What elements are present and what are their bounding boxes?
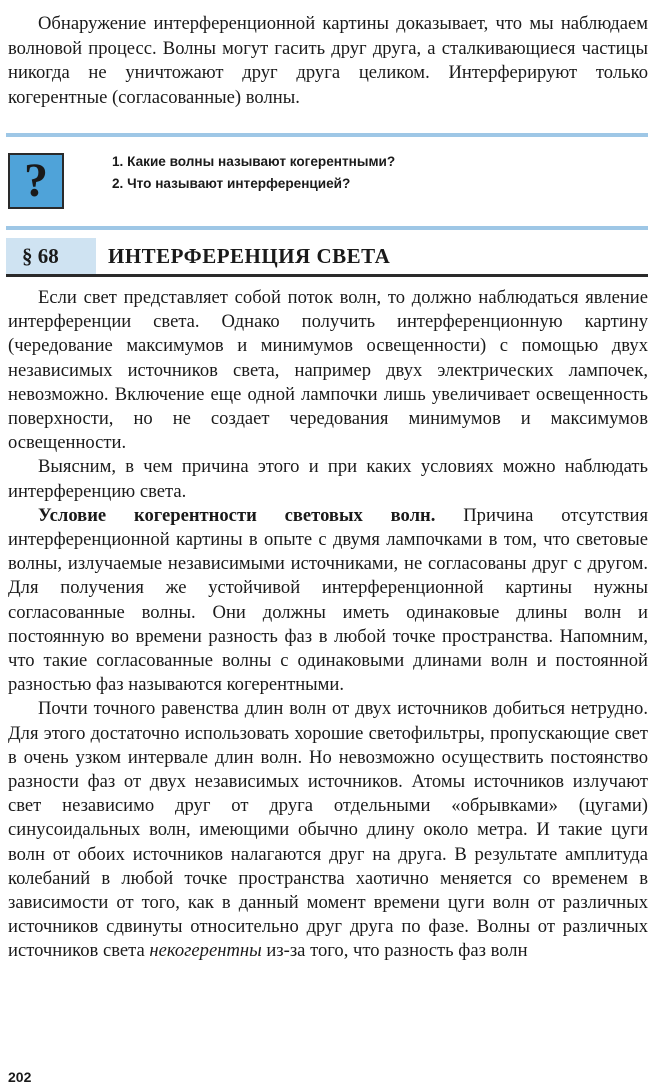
question-mark-icon: ? (8, 153, 64, 209)
coherence-condition-heading: Условие когерентности световых волн. (38, 504, 436, 526)
review-questions (112, 151, 632, 195)
body-paragraph-3 (8, 504, 648, 698)
paragraph-4-start: Почти точного равенства длин волн от двух источников добиться нетрудно. Для этого достаточно использовать хорошие светофильтры, пропускающие свет в очень узком интервале длин волн. Но невозможно осуществить постоянство разности фаз от двух независимых источников. Атомы источников излучают свет независимо друг от друга отдельными «обрывками» (цугами) синусоидальных волн, имеющими обычно длину около метра. И такие цуги волн от обоих источников налагаются друг на друга. В результате амплитуда колебаний в любой точке пространства хаотично меняется со временем в зависимости от того, как в данный момент времени цуги волн от различных источников сдвинуты относительно друг друга по фазе. Волны от различных источников света (8, 698, 648, 962)
section-title: ИНТЕРФЕРЕНЦИЯ СВЕТА (108, 244, 391, 268)
incoherent-term: некогерентны (149, 940, 262, 962)
question-item-1: 1. Какие волны называют когерентными? (112, 154, 396, 169)
divider-line-2 (6, 226, 648, 230)
paragraph-4-end: из-за того, что разность фаз волн (261, 940, 528, 962)
question-item-2: 2. Что называют интерференцией? (112, 176, 351, 191)
section-number: § 68 (22, 244, 59, 268)
divider-line (6, 133, 648, 137)
page-number: 202 (8, 1069, 32, 1085)
body-paragraph-2: Выясним, в чем причина этого и при каких условиях можно наблюдать интерференцию света. (8, 456, 648, 502)
intro-paragraph-block (8, 12, 648, 110)
body-paragraph-4 (8, 697, 648, 963)
intro-paragraph: Обнаружение интерференционной картины доказывает, что мы наблюдаем волновой процесс. Волны могут гасить друг друга, а сталкивающиеся частицы никогда не уничтожают друг друга целиком. Интерферируют только когерентные (согласованные) волны. (8, 13, 648, 108)
coherence-condition-text: Причина отсутствия интерференционной картины в опыте с двумя лампочками в том, что световые волны, излучаемые независимыми источниками, не согласованы друг с другом. Для получения же устойчивой интерференционной картины нужны согласованные волны. Они должны иметь одинаковые длины волн и постоянную во времени разность фаз в любой точке пространства. Напомним, что такие согласованные волны с одинаковыми длинами волн и постоянной разностью фаз называются когерентными. (8, 504, 649, 696)
body-paragraph-1: Если свет представляет собой поток волн, то должно наблюдаться явление интерференции света. Однако получить интерференционную картину (чередование максимумов и минимумов освещенности) с помощью двух независимых источников света, например двух электрических лампочек, невозможно. Включение еще одной лампочки лишь увеличивает освещенность поверхности, но не создает чередования минимумов и максимумов освещенности. (8, 287, 648, 454)
section-body (8, 286, 648, 964)
section-underline (6, 274, 648, 277)
